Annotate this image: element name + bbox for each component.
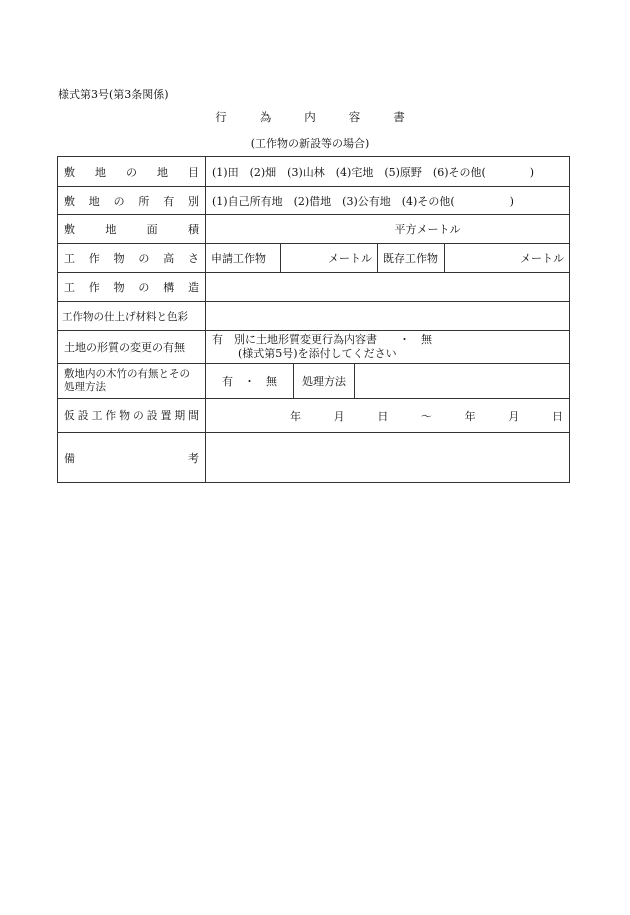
label-land-ownership: 敷地の所有別 [58,187,206,214]
document-subtitle: (工作物の新設等の場合) [250,137,370,150]
field-period[interactable] [206,399,569,432]
trees-choice[interactable]: 有 ・ 無 [206,364,294,398]
label-land-change: 土地の形質の変更の有無 [58,331,206,363]
land-change-line1: 有 別に土地形質変更行為内容書 ・ 無 [212,333,432,346]
applied-structure-label: 申請工作物 [206,244,281,272]
row-land-change [58,330,569,363]
label-finish: 工作物の仕上げ材料と色彩 [58,302,206,330]
period-day-start: 日 [377,409,389,423]
field-site-area[interactable] [206,215,569,243]
row-height [58,243,569,272]
period-tilde: 〜 [420,409,432,423]
trees-fields [206,364,569,398]
label-height: 工作物の高さ [58,244,206,272]
period-year-start: 年 [290,409,301,423]
row-remarks [58,432,569,482]
label-land-category: 敷地の地目 [58,157,206,186]
form-number: 様式第3号(第3条関係) [58,88,169,101]
applied-height-unit: メートル [328,252,372,265]
site-area-unit: 平方メートル [394,223,461,236]
field-structure[interactable] [206,273,569,301]
field-land-change[interactable] [206,331,569,363]
field-finish[interactable] [206,302,569,330]
label-period: 仮設工作物の設置期間 [58,399,206,432]
period-month-start: 月 [333,409,345,423]
period-month-end: 月 [508,409,520,423]
existing-structure-label: 既存工作物 [378,244,445,272]
row-trees [58,363,569,398]
height-fields [206,244,569,272]
existing-height-field[interactable] [445,244,569,272]
trees-method-field[interactable] [355,364,569,398]
land-change-line2: (様式第5号)を添付してください [238,347,397,360]
label-remarks: 備考 [58,433,206,482]
period-day-end: 日 [551,409,563,423]
label-structure: 工作物の構造 [58,273,206,301]
row-finish [58,301,569,330]
form-table [57,156,570,483]
period-year-end: 年 [464,409,476,423]
field-remarks[interactable] [206,433,569,482]
row-site-area [58,214,569,243]
applied-height-field[interactable] [281,244,378,272]
document-title: 行為内容書 [215,110,438,124]
field-land-category[interactable]: (1)田 (2)畑 (3)山林 (4)宅地 (5)原野 (6)その他( ) [212,165,535,179]
period-line [212,408,563,424]
existing-height-unit: メートル [520,252,564,265]
trees-method-label: 処理方法 [294,364,355,398]
field-land-ownership[interactable]: (1)自己所有地 (2)借地 (3)公有地 (4)その他( ) [212,194,514,208]
row-structure [58,272,569,301]
label-trees: 敷地内の木竹の有無とその処理方法 [58,364,206,398]
label-site-area: 敷地面積 [58,215,206,243]
row-land-ownership [58,186,569,214]
row-land-category [58,157,569,186]
row-period [58,398,569,432]
